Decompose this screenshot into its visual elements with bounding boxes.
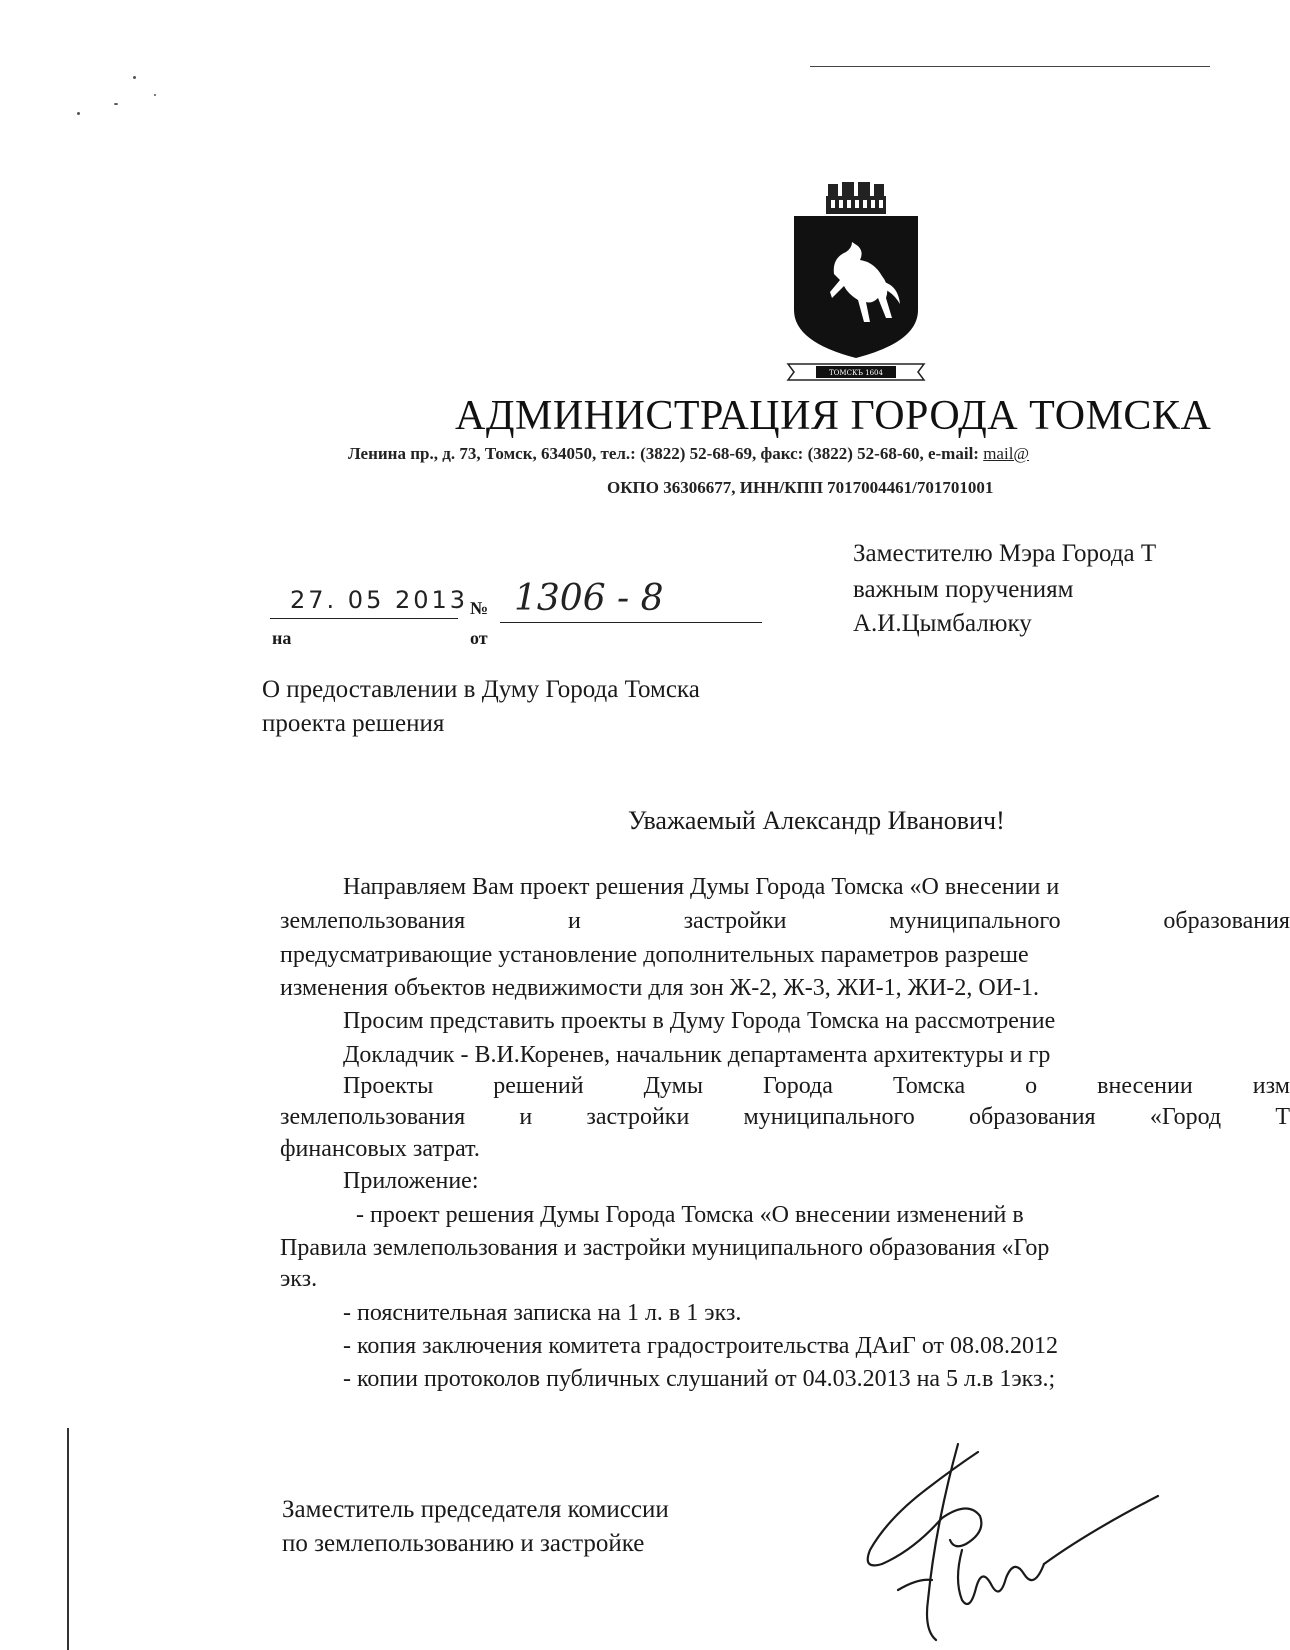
salutation: Уважаемый Александр Иванович! xyxy=(628,806,1005,835)
appendix-item-1-line-1: - проект решения Думы Города Томска «О внесении изменений в xyxy=(356,1202,1024,1228)
appendix-item-1-line-2: Правила землепользования и застройки муниципального образования «Гор xyxy=(280,1235,1050,1261)
body-p1-line-1: Направляем Вам проект решения Думы Города Томска «О внесении и xyxy=(343,874,1060,900)
word: муниципального xyxy=(743,1104,915,1130)
word: застройки xyxy=(683,908,787,934)
number-sign: № xyxy=(470,598,489,618)
word: изм xyxy=(1252,1073,1290,1099)
recipient-line-2: важным поручениям xyxy=(853,576,1074,603)
appendix-item-3: - копия заключения комитета градостроительства ДАиГ от 08.08.2012 xyxy=(343,1333,1059,1359)
subject-line-2: проекта решения xyxy=(262,710,445,737)
word: образования xyxy=(1163,908,1290,934)
org-codes: ОКПО 36306677, ИНН/КПП 7017004461/701701001 xyxy=(607,478,994,497)
scan-speck xyxy=(77,112,80,115)
body-p4-line-3: финансовых затрат. xyxy=(280,1136,480,1162)
word: внесении xyxy=(1097,1073,1193,1099)
page-title: АДМИНИСТРАЦИЯ ГОРОДА ТОМСКА xyxy=(455,393,1212,439)
contact-address xyxy=(348,444,1029,464)
date-underline xyxy=(270,618,458,619)
word: Томска xyxy=(892,1073,966,1099)
appendix-item-1-line-3: экз. xyxy=(280,1266,318,1292)
body-p1-line-2 xyxy=(280,908,1290,935)
crest-motto: ТОМСКЪ 1604 xyxy=(829,369,883,377)
scan-speck xyxy=(114,103,118,105)
word: «Город xyxy=(1149,1104,1222,1130)
recipient-line-1: Заместителю Мэра Города Т xyxy=(853,540,1157,567)
scan-top-line xyxy=(810,66,1210,67)
word: и xyxy=(519,1104,533,1130)
scan-speck xyxy=(133,76,136,79)
body-p4-line-1 xyxy=(343,1073,1290,1100)
word: решений xyxy=(493,1073,584,1099)
signatory-line-2: по землепользованию и застройке xyxy=(282,1530,645,1557)
word: землепользования xyxy=(280,1104,466,1130)
subject-line-1: О предоставлении в Думу Города Томска xyxy=(262,676,700,703)
appendix-item-4: - копии протоколов публичных слушаний от 04.03.2013 на 5 л.в 1экз.; xyxy=(343,1366,1056,1392)
body-p2: Просим представить проекты в Думу Города Томска на рассмотрение xyxy=(343,1008,1056,1034)
scan-left-margin-line xyxy=(67,1428,69,1650)
label-ot: от xyxy=(470,628,488,648)
address-text: Ленина пр., д. 73, Томск, 634050, тел.: (3822) 52-68-69, факс: (3822) 52-68-60, e-mail: xyxy=(348,444,984,463)
word: застройки xyxy=(586,1104,690,1130)
word: Проекты xyxy=(343,1073,434,1099)
signatory-line-1: Заместитель председателя комиссии xyxy=(282,1496,669,1523)
word: Города xyxy=(762,1073,833,1099)
scan-speck xyxy=(154,94,156,96)
word: муниципального xyxy=(889,908,1061,934)
appendix-label: Приложение: xyxy=(343,1168,479,1194)
appendix-item-2: - пояснительная записка на 1 л. в 1 экз. xyxy=(343,1300,742,1326)
recipient-line-3: А.И.Цымбалюку xyxy=(853,610,1032,637)
body-p3: Докладчик - В.И.Коренев, начальник департамента архитектуры и гр xyxy=(343,1042,1051,1068)
email-link[interactable]: mail@ xyxy=(983,444,1030,463)
tomsk-coat-of-arms-icon xyxy=(786,182,926,388)
label-na: на xyxy=(272,628,292,648)
number-underline xyxy=(500,622,762,623)
handwritten-signature xyxy=(858,1440,1178,1650)
body-p1-line-4: изменения объектов недвижимости для зон Ж-2, Ж-3, ЖИ-1, ЖИ-2, ОИ-1. xyxy=(280,975,1040,1001)
body-p1-line-3: предусматривающие установление дополнительных параметров разреше xyxy=(280,942,1029,968)
registration-number: 1306 - 8 xyxy=(514,578,664,619)
word: и xyxy=(567,908,581,934)
word: Думы xyxy=(643,1073,703,1099)
word: о xyxy=(1025,1073,1038,1099)
word: образования xyxy=(969,1104,1096,1130)
body-p4-line-2 xyxy=(280,1104,1290,1131)
word: Т xyxy=(1275,1104,1290,1130)
registration-date: 27. 05 2013 xyxy=(290,586,469,614)
word: землепользования xyxy=(280,908,466,934)
